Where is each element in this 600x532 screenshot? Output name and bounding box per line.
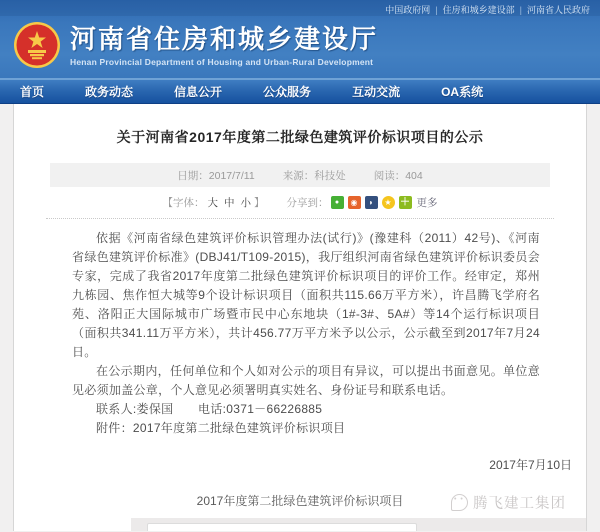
link-china-gov[interactable]: 中国政府网 <box>385 5 431 15</box>
paragraph-objection: 在公示期内，任何单位和个人如对公示的项目有异议，可以提出书面意见。单位意见必须加盖公章，个人意见必须署明真实姓名、身份证号和联系电话。 <box>72 364 540 397</box>
attachment-table-peek <box>147 523 417 531</box>
meta-views: 阅读：404 <box>373 169 423 182</box>
article-toolbar <box>14 191 586 213</box>
article-body <box>72 229 540 438</box>
meta-date: 日期：2017/7/11 <box>177 169 255 182</box>
fontsize-small-button[interactable]: 小 <box>240 196 251 209</box>
article-container <box>13 104 587 531</box>
qzone-share-icon[interactable] <box>382 196 395 209</box>
site-title: 河南省住房和城乡建设厅 <box>70 23 379 54</box>
wechat-chat-icon <box>451 494 468 511</box>
link-mohurd[interactable]: 住房和城乡建设部 <box>442 5 515 15</box>
topbar-separator: | <box>519 5 522 15</box>
topbar-separator: | <box>435 5 438 15</box>
sign-date: 2017年7月10日 <box>489 458 572 472</box>
qq-share-icon[interactable] <box>365 196 378 209</box>
site-subtitle: Henan Provincial Department of Housing and Urban-Rural Development <box>70 56 374 67</box>
wechat-share-icon[interactable] <box>331 196 344 209</box>
divider <box>46 218 554 219</box>
topbar-links <box>0 0 600 16</box>
nav-item-interaction[interactable]: 互动交流 <box>352 85 401 99</box>
contact-line: 联系人:娄保国 电话:0371－66226885 <box>96 402 323 416</box>
watermark <box>451 492 566 513</box>
weibo-share-icon[interactable] <box>348 196 361 209</box>
share-more-link[interactable]: 更多 <box>416 196 438 209</box>
nav-item-info-disclosure[interactable]: 信息公开 <box>174 85 223 99</box>
nav-item-gov-news[interactable]: 政务动态 <box>85 85 134 99</box>
attachment-line[interactable]: 附件：2017年度第二批绿色建筑评价标识项目 <box>96 421 346 435</box>
link-henan-gov[interactable]: 河南省人民政府 <box>526 5 590 15</box>
site-header <box>0 0 600 78</box>
national-emblem-icon <box>13 21 61 69</box>
nav-item-public-service[interactable]: 公众服务 <box>263 85 312 99</box>
fontsize-large-button[interactable]: 大 <box>207 196 218 209</box>
article-title: 关于河南省2017年度第二批绿色建筑评价标识项目的公示 <box>116 129 484 145</box>
fontsize-suffix: 】 <box>254 196 265 209</box>
nav-item-home[interactable]: 首页 <box>20 85 45 99</box>
fontsize-prefix: 【字体： <box>162 196 205 209</box>
site-brand <box>13 21 378 69</box>
paragraph-basis: 依据《河南省绿色建筑评价标识管理办法(试行)》(豫建科（2011）42号)、《河南省绿色建筑评价标准》(DBJ41/T109-2015)，我厅组织河南省绿色建筑评价标识委员会专家，完成了我省2017年度第二批绿色建筑评价标识项目的评价工作。经审定，郑州九栋园、焦作恒大城等9个设计标识项目（面积共115.66万平方米），许昌腾飞学府名苑、洛阳正大国际城市广场暨市民中心东地块（1#-3#、5A#）等14个运行标识项目（面积共341.11万平方米），共计456.77万平方米予以公示，公示截至到2017年7月24日。 <box>72 231 540 359</box>
nav-item-oa-system[interactable]: OA系统 <box>441 85 484 99</box>
watermark-text: 腾飞建工集团 <box>473 496 566 512</box>
main-nav <box>0 78 600 104</box>
fontsize-medium-button[interactable]: 中 <box>224 196 235 209</box>
meta-source: 来源：科技处 <box>282 169 346 182</box>
brand-text <box>70 24 378 67</box>
share-more-plus-icon[interactable] <box>399 196 412 209</box>
share-label: 分享到： <box>286 196 329 209</box>
article-meta-bar <box>50 163 550 187</box>
attachment-table-title: 2017年度第二批绿色建筑评价标识项目 <box>196 494 404 508</box>
